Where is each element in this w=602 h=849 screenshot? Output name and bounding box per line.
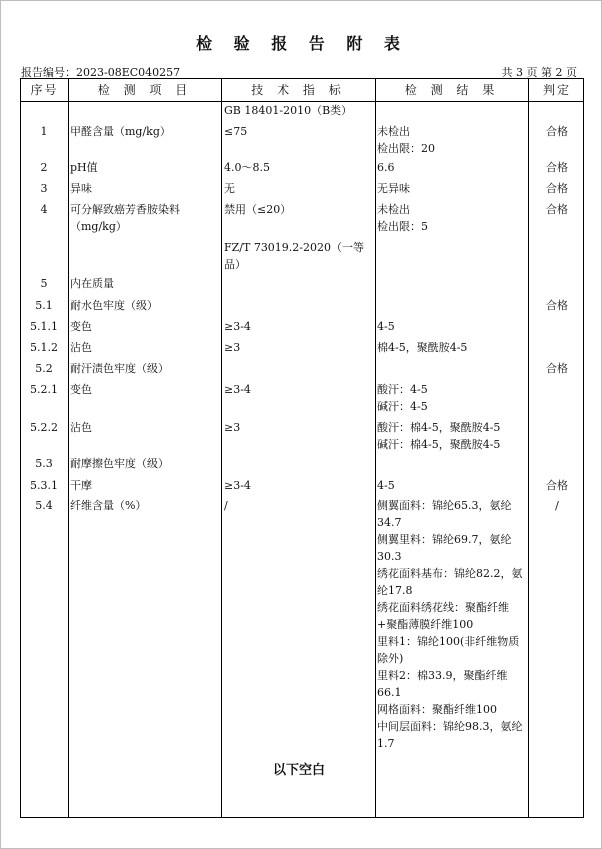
row-item: 内在质量 bbox=[70, 277, 114, 290]
blank-below-note: 以下空白 bbox=[272, 763, 325, 778]
row-result: 无异味 bbox=[377, 182, 410, 195]
row-judge: 合格 bbox=[546, 299, 568, 312]
col-divider bbox=[221, 79, 222, 817]
standard-fzt: FZ/T 73019.2-2020（一等品） bbox=[224, 241, 365, 271]
row-tech: ≥3-4 bbox=[224, 383, 251, 396]
row-no: 5.3.1 bbox=[30, 479, 58, 492]
row-tech: 无 bbox=[224, 182, 235, 195]
row-no: 1 bbox=[40, 125, 48, 138]
row-item: 耐摩擦色牢度（级） bbox=[70, 457, 169, 470]
row-judge: 合格 bbox=[546, 362, 568, 375]
row-result: 未检出 检出限：20 bbox=[377, 125, 435, 155]
row-item: 纤维含量（%） bbox=[70, 499, 147, 512]
header-item: 检 测 项 目 bbox=[97, 83, 193, 97]
row-item: 变色 bbox=[70, 320, 92, 333]
header-no: 序号 bbox=[30, 83, 59, 97]
row-item: 沾色 bbox=[70, 341, 92, 354]
row-no: 5.4 bbox=[35, 499, 53, 512]
header-tech: 技 术 指 标 bbox=[251, 83, 346, 97]
row-no: 5.1 bbox=[35, 299, 53, 312]
row-judge: 合格 bbox=[546, 182, 568, 195]
row-tech: 禁用（≤20） bbox=[224, 203, 292, 216]
row-result: 4-5 bbox=[377, 479, 395, 492]
row-item: 可分解致癌芳香胺染料（mg/kg） bbox=[70, 203, 180, 233]
page-info: 共 3 页 第 2 页 bbox=[501, 66, 577, 79]
row-item: 异味 bbox=[70, 182, 92, 195]
row-no: 5.1.2 bbox=[30, 341, 58, 354]
row-no: 2 bbox=[40, 161, 48, 174]
page-title: 检 验 报 告 附 表 bbox=[196, 34, 408, 53]
row-no: 4 bbox=[40, 203, 48, 216]
row-result: 6.6 bbox=[377, 161, 395, 174]
row-tech: / bbox=[224, 499, 228, 512]
row-result: 4-5 bbox=[377, 320, 395, 333]
row-item: 耐水色牢度（级） bbox=[70, 299, 158, 312]
row-no: 5 bbox=[40, 277, 48, 290]
row-result: 未检出 检出限：5 bbox=[377, 203, 428, 233]
row-no: 5.1.1 bbox=[30, 320, 58, 333]
report-table bbox=[20, 78, 584, 818]
row-tech: ≥3-4 bbox=[224, 479, 251, 492]
report-number: 报告编号：2023-08EC040257 bbox=[21, 66, 181, 79]
row-item: 变色 bbox=[70, 383, 92, 396]
row-tech: 4.0～8.5 bbox=[224, 161, 270, 174]
row-item: 沾色 bbox=[70, 421, 92, 434]
col-divider bbox=[68, 79, 69, 817]
row-no: 5.3 bbox=[35, 457, 53, 470]
header-result: 检 测 结 果 bbox=[404, 83, 500, 97]
row-tech: ≥3 bbox=[224, 421, 241, 434]
row-no: 5.2.2 bbox=[30, 421, 58, 434]
row-judge: 合格 bbox=[546, 125, 568, 138]
row-judge: 合格 bbox=[546, 479, 568, 492]
row-result: 酸汗：棉4-5，聚酰胺4-5 碱汗：棉4-5，聚酰胺4-5 bbox=[377, 421, 501, 451]
row-no: 5.2 bbox=[35, 362, 53, 375]
col-divider bbox=[375, 79, 376, 817]
row-judge: / bbox=[555, 499, 559, 512]
row-result: 棉4-5，聚酰胺4-5 bbox=[377, 341, 468, 354]
row-item: 甲醛含量（mg/kg） bbox=[70, 125, 171, 138]
row-item: 干摩 bbox=[70, 479, 92, 492]
row-result: 酸汗：4-5 碱汗：4-5 bbox=[377, 383, 428, 413]
row-tech: ≥3-4 bbox=[224, 320, 251, 333]
row-tech: ≤75 bbox=[224, 125, 248, 138]
header-judge: 判定 bbox=[542, 83, 571, 97]
row-no: 3 bbox=[40, 182, 48, 195]
row-tech: ≥3 bbox=[224, 341, 241, 354]
row-no: 5.2.1 bbox=[30, 383, 58, 396]
fiber-content-result: 侧翼面料：锦纶65.3，氨纶34.7 侧翼里料：锦纶69.7，氨纶30.3 绣花面料基布：锦纶82.2，氨纶17.8 绣花面料绣花线：聚酯纤维+聚酯薄膜纤维100 里料1：锦纶100(非纤维物质除外) 里料2：棉33.9，聚酯纤维66.1 网格面料：聚酯纤维100 中间层面料：锦纶98.3，氨纶1.7 bbox=[377, 499, 523, 750]
row-item: pH值 bbox=[70, 161, 98, 174]
row-item: 耐汗渍色牢度（级） bbox=[70, 362, 169, 375]
row-judge: 合格 bbox=[546, 161, 568, 174]
row-judge: 合格 bbox=[546, 203, 568, 216]
standard-gb: GB 18401-2010（B类） bbox=[224, 104, 353, 117]
